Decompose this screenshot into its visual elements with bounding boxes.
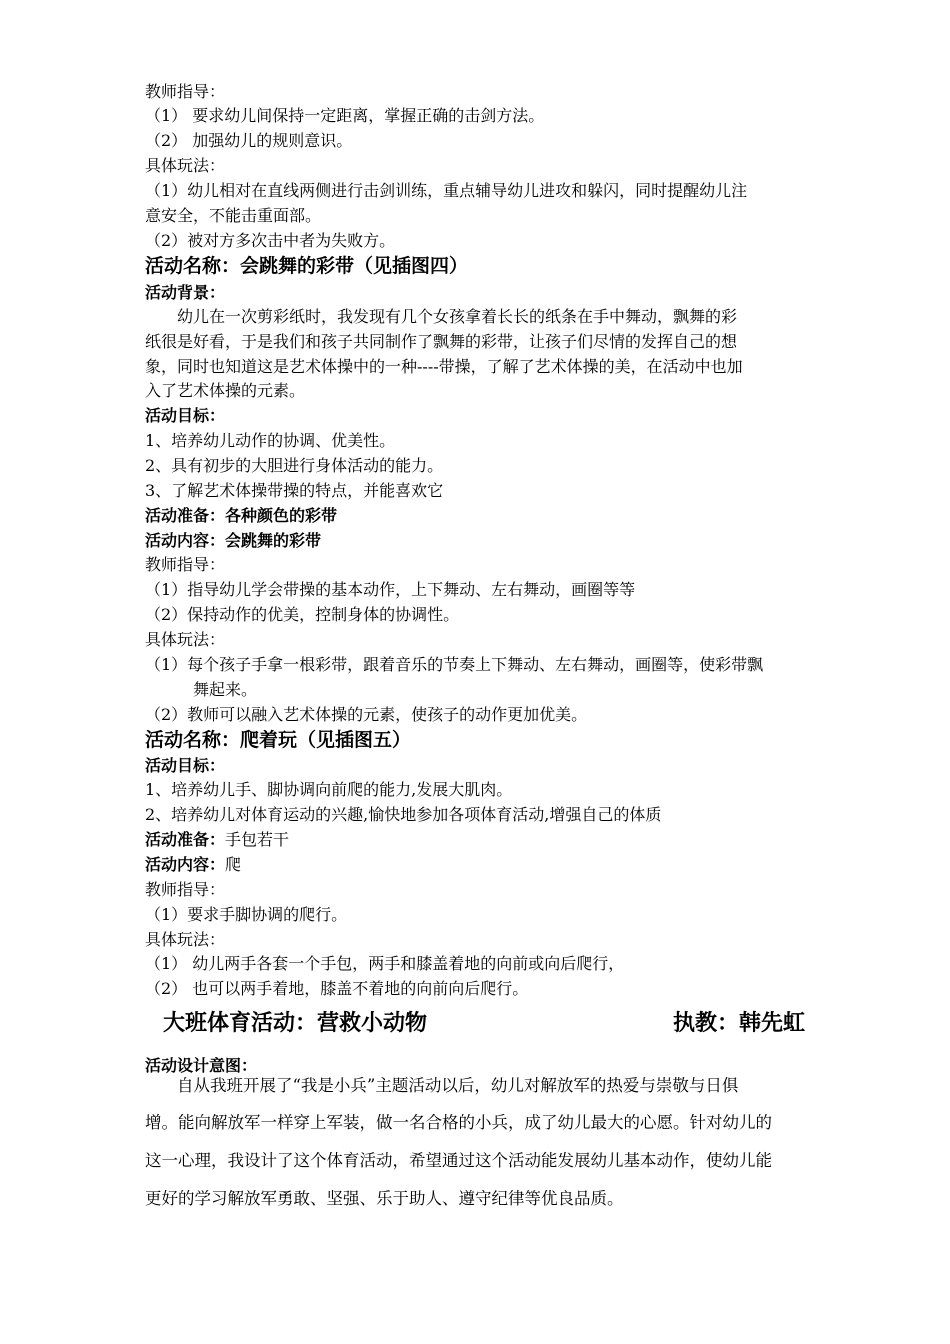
guidance-title: 教师指导： (145, 82, 226, 101)
goal-item: 2、培养幼儿对体育运动的兴趣,愉快地参加各项体育活动,增强自己的体质 (145, 805, 662, 824)
activity-name-heading: 活动名称：会跳舞的彩带（见插图四） (145, 255, 469, 277)
intent-line: 更好的学习解放军勇敢、坚强、乐于助人、遵守纪律等优良品质。 (145, 1189, 624, 1208)
goal-item: 2、具有初步的大胆进行身体活动的能力。 (145, 456, 444, 475)
preparation-label: 活动准备： (145, 830, 226, 849)
content-line (145, 853, 855, 877)
preparation-line (145, 828, 855, 852)
teacher-name: 执教：韩先虹 (673, 1011, 806, 1036)
play-item: （2） 也可以两手着地，膝盖不着地的向前向后爬行。 (145, 979, 529, 998)
play-item: （2）教师可以融入艺术体操的元素，使孩子的动作更加优美。 (145, 705, 588, 724)
play-item: （1） 幼儿两手各套一个手包，两手和膝盖着地的向前或向后爬行， (145, 954, 625, 973)
play-item: 舞起来。 (193, 680, 258, 699)
goal-item: 3、了解艺术体操带操的特点，并能喜欢它 (145, 481, 444, 500)
play-title: 具体玩法： (145, 630, 226, 649)
goal-title: 活动目标： (145, 756, 226, 775)
background-line: 入了艺术体操的元素。 (145, 381, 306, 400)
intent-line: 这一心理，我设计了这个体育活动，希望通过这个活动能发展幼儿基本动作，使幼儿能 (145, 1151, 772, 1170)
guidance-title: 教师指导： (145, 880, 226, 899)
guidance-item: （1）要求手脚协调的爬行。 (145, 905, 348, 924)
intent-title: 活动设计意图： (145, 1056, 258, 1075)
page-title: 大班体育活动：营救小动物 (163, 1011, 428, 1036)
play-title: 具体玩法： (145, 156, 226, 175)
preparation-value: 手包若干 (225, 830, 290, 849)
play-item: 意安全，不能击重面部。 (145, 206, 322, 225)
background-line: 纸很是好看，于是我们和孩子共同制作了飘舞的彩带，让孩子们尽情的发挥自己的想 (145, 332, 738, 351)
content-line: 活动内容：会跳舞的彩带 (145, 531, 322, 550)
guidance-title: 教师指导： (145, 555, 226, 574)
play-item: （2）被对方多次击中者为失败方。 (145, 231, 396, 250)
content-label: 活动内容： (145, 855, 226, 874)
play-item: （1）幼儿相对在直线两侧进行击剑训练，重点辅导幼儿进攻和躲闪，同时提醒幼儿注 (145, 181, 748, 200)
background-line: 象，同时也知道这是艺术体操中的一种----带操，了解了艺术体操的美，在活动中也加 (145, 357, 743, 376)
intent-line: 增。能向解放军一样穿上军装，做一名合格的小兵，成了幼儿最大的心愿。针对幼儿的 (145, 1113, 772, 1132)
guidance-item: （2）保持动作的优美，控制身体的协调性。 (145, 605, 460, 624)
background-line: 幼儿在一次剪彩纸时，我发现有几个女孩拿着长长的纸条在手中舞动，飘舞的彩 (177, 307, 738, 326)
activity-name-heading: 活动名称：爬着玩（见插图五） (145, 729, 412, 751)
play-item: （1）每个孩子手拿一根彩带，跟着音乐的节奏上下舞动、左右舞动，画圈等，使彩带飘 (145, 655, 764, 674)
goal-title: 活动目标： (145, 406, 226, 425)
preparation-line: 活动准备：各种颜色的彩带 (145, 506, 338, 525)
content-value: 爬 (225, 855, 242, 874)
intent-line: 自从我班开展了“我是小兵”主题活动以后，幼儿对解放军的热爱与崇敬与日俱 (177, 1076, 739, 1095)
guidance-item: （2） 加强幼儿的规则意识。 (145, 131, 353, 150)
play-title: 具体玩法： (145, 930, 226, 949)
guidance-item: （1）指导幼儿学会带操的基本动作，上下舞动、左右舞动，画圈等等 (145, 580, 636, 599)
background-title: 活动背景： (145, 283, 226, 302)
guidance-item: （1） 要求幼儿间保持一定距离，掌握正确的击剑方法。 (145, 106, 545, 125)
goal-item: 1、培养幼儿动作的协调、优美性。 (145, 431, 396, 450)
goal-item: 1、培养幼儿手、脚协调向前爬的能力,发展大肌肉。 (145, 780, 513, 799)
